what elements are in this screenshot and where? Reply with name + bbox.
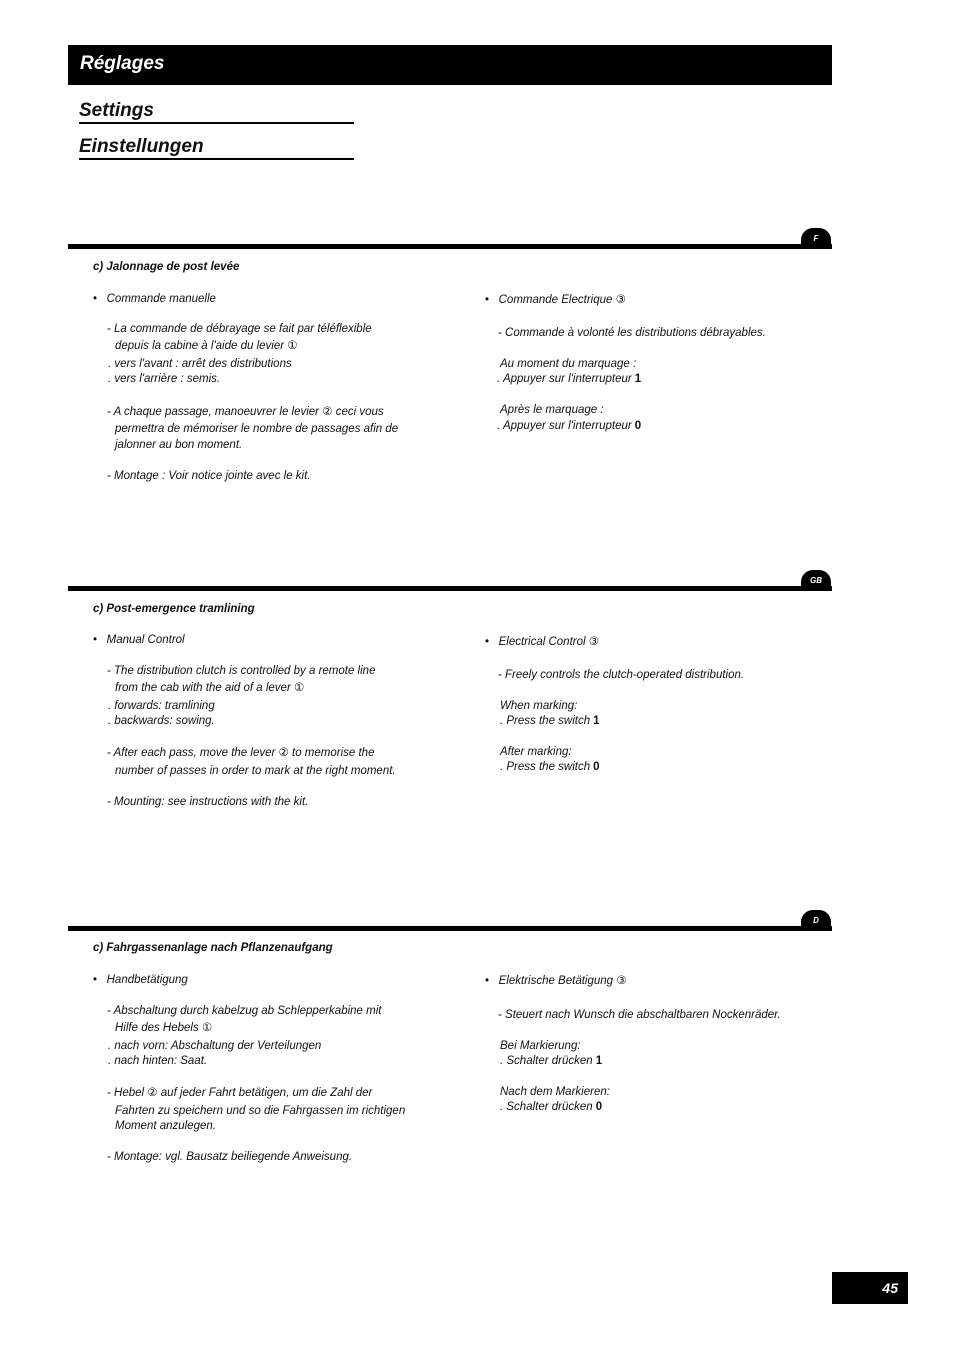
text-line: . nach hinten: Saat. — [108, 1055, 208, 1067]
text-line: . Press the switch 0 — [500, 761, 600, 773]
text-line: Hilfe des Hebels ① — [115, 1022, 213, 1034]
subtitle-settings: Settings — [79, 100, 354, 124]
text-line: . Press the switch 1 — [500, 715, 600, 727]
text-line: . Appuyer sur l'interrupteur 1 — [497, 373, 642, 385]
text-line: permettra de mémoriser le nombre de passages afin de — [115, 423, 399, 435]
language-badge-f: F — [801, 228, 831, 248]
text-line: jalonner au bon moment. — [115, 439, 243, 451]
text-line: . nach vorn: Abschaltung der Verteilungen — [108, 1040, 322, 1052]
text-line: . Schalter drücken 0 — [500, 1101, 603, 1113]
section-title-d: c) Fahrgassenanlage nach Pflanzenaufgang — [93, 942, 333, 954]
text-line: - Montage: vgl. Bausatz beiliegende Anweisung. — [107, 1151, 353, 1163]
text-line: . vers l'arrière : semis. — [108, 373, 221, 385]
text-line: - Hebel ② auf jeder Fahrt betätigen, um die Zahl der — [107, 1087, 373, 1099]
bullet-item: • Manual Control — [93, 634, 185, 646]
text-line: After marking: — [500, 746, 572, 758]
text-line: number of passes in order to mark at the right moment. — [115, 765, 396, 777]
text-line: . Schalter drücken 1 — [500, 1055, 603, 1067]
text-line: Fahrten zu speichern und so die Fahrgassen im richtigen — [115, 1105, 406, 1117]
text-line: - Freely controls the clutch-operated distribution. — [498, 669, 745, 681]
text-line: - Steuert nach Wunsch die abschaltbaren Nockenräder. — [498, 1009, 781, 1021]
text-line: . forwards: tramlining — [108, 700, 215, 712]
text-line: Bei Markierung: — [500, 1040, 581, 1052]
text-line: - Montage : Voir notice jointe avec le kit. — [107, 470, 311, 482]
text-line: Après le marquage : — [500, 404, 604, 416]
text-line: . Appuyer sur l'interrupteur 0 — [497, 420, 642, 432]
section-rule-gb — [68, 586, 832, 591]
page-number: 45 — [832, 1272, 908, 1304]
section-title-f: c) Jalonnage de post levée — [93, 261, 240, 273]
text-line: When marking: — [500, 700, 578, 712]
page-title: Réglages — [80, 53, 165, 74]
section-title-gb: c) Post-emergence tramlining — [93, 603, 255, 615]
text-line: - The distribution clutch is controlled by a remote line — [107, 665, 376, 677]
text-line: Nach dem Markieren: — [500, 1086, 610, 1098]
text-line: from the cab with the aid of a lever ① — [115, 682, 305, 694]
bullet-item: • Commande Electrique ③ — [485, 294, 626, 306]
text-line: . backwards: sowing. — [108, 715, 215, 727]
text-line: - A chaque passage, manoeuvrer le levier ② ceci vous — [107, 406, 384, 418]
text-line: - Abschaltung durch kabelzug ab Schlepperkabine mit — [107, 1005, 382, 1017]
text-line: . vers l'avant : arrêt des distributions — [108, 358, 292, 370]
text-line: Moment anzulegen. — [115, 1120, 217, 1132]
text-line: Au moment du marquage : — [500, 358, 637, 370]
section-rule-d — [68, 926, 832, 931]
text-line: depuis la cabine à l'aide du levier ① — [115, 340, 298, 352]
text-line: - Mounting: see instructions with the kit. — [107, 796, 309, 808]
text-line: - Commande à volonté les distributions débrayables. — [498, 327, 766, 339]
language-badge-gb: GB — [801, 570, 831, 590]
header-bar — [68, 45, 832, 85]
text-line: - After each pass, move the lever ② to memorise the — [107, 747, 375, 759]
section-rule-f — [68, 244, 832, 249]
language-badge-d: D — [801, 910, 831, 930]
bullet-item: • Elektrische Betätigung ③ — [485, 975, 627, 987]
bullet-item: • Electrical Control ③ — [485, 636, 600, 648]
bullet-item: • Handbetätigung — [93, 974, 188, 986]
text-line: - La commande de débrayage se fait par téléflexible — [107, 323, 372, 335]
subtitle-einstellungen: Einstellungen — [79, 136, 354, 160]
bullet-item: • Commande manuelle — [93, 293, 216, 305]
